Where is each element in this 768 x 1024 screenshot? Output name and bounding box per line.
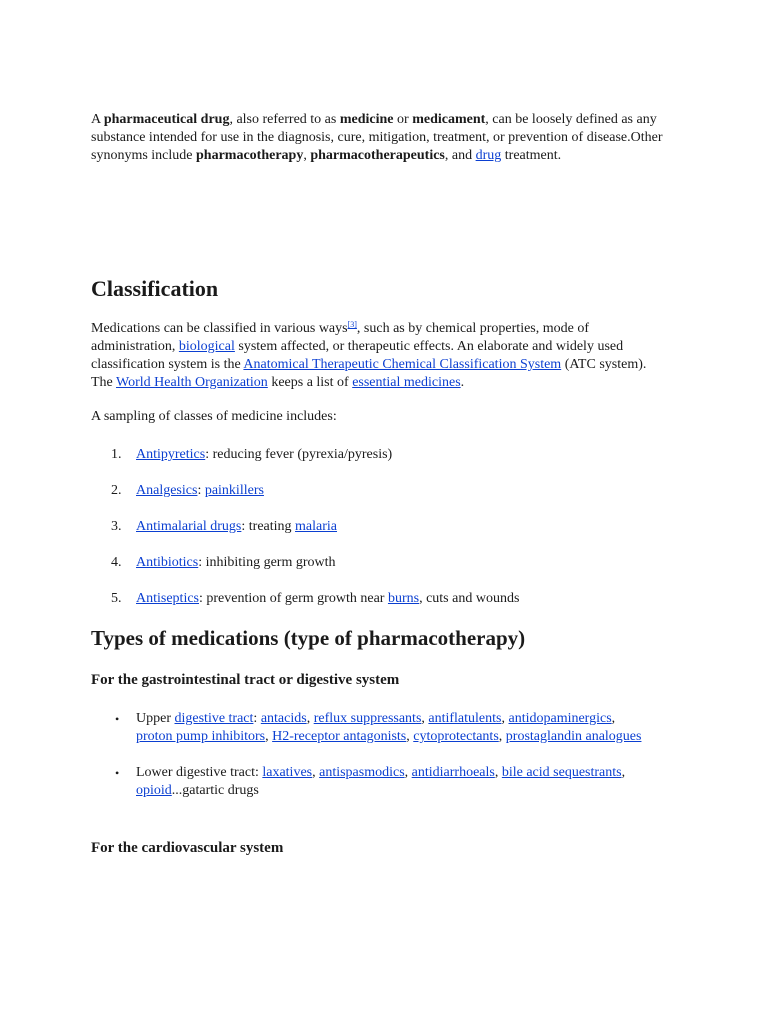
list-item-text: : <box>197 483 205 498</box>
term-medicine: medicine <box>339 112 394 127</box>
intro-text: treatment. <box>501 148 562 163</box>
separator: , <box>611 711 616 726</box>
list-item-text: ...gatartic drugs <box>171 783 259 798</box>
link-antibiotics[interactable]: Antibiotics <box>136 555 199 570</box>
link-antiflatulents[interactable]: antiflatulents <box>428 711 502 726</box>
term-medicament: medicament <box>412 112 486 127</box>
list-item-text: : reducing fever (pyrexia/pyresis) <box>205 447 393 462</box>
classification-text: , such as by chemical properties, mode of administration, <box>91 321 590 354</box>
link-atc-system[interactable]: Anatomical Therapeutic Chemical Classification System <box>243 357 562 372</box>
separator: , <box>421 711 429 726</box>
separator: , <box>494 765 502 780</box>
list-number: 2. <box>111 483 122 498</box>
link-cytoprotectants[interactable]: cytoprotectants <box>413 729 499 744</box>
intro-text: , also referred to as <box>229 112 340 127</box>
link-drug[interactable]: drug <box>475 148 502 163</box>
list-item <box>91 446 691 464</box>
link-h2-receptor-antagonists[interactable]: H2-receptor antagonists <box>272 729 407 744</box>
link-bile-acid-sequestrants[interactable]: bile acid sequestrants <box>501 765 622 780</box>
list-number: 4. <box>111 555 122 570</box>
list-item-text: : treating <box>241 519 296 534</box>
link-painkillers[interactable]: painkillers <box>204 483 264 498</box>
list-item-text: Lower digestive tract: <box>136 765 263 780</box>
classification-text: Medications can be classified in various ways <box>91 321 348 336</box>
classification-paragraph <box>91 320 671 392</box>
list-item <box>91 482 691 500</box>
list-item-text: , cuts and wounds <box>419 591 520 606</box>
link-antidiarrhoeals[interactable]: antidiarrhoeals <box>411 765 495 780</box>
separator: , <box>265 729 273 744</box>
term-pharmacotherapeutics: pharmacotherapeutics <box>310 148 445 163</box>
intro-text: , and <box>444 148 476 163</box>
intro-text: or <box>393 112 413 127</box>
link-digestive-tract[interactable]: digestive tract <box>174 711 254 726</box>
list-number: 3. <box>111 519 122 534</box>
link-proton-pump-inhibitors[interactable]: proton pump inhibitors <box>136 729 266 744</box>
link-reflux-suppressants[interactable]: reflux suppressants <box>313 711 422 726</box>
separator: , <box>312 765 320 780</box>
classification-text: system affected, or therapeutic effects. An elaborate and widely used classification system is the <box>91 339 624 372</box>
list-item-text: Upper <box>136 711 175 726</box>
bullet-icon: • <box>115 712 120 726</box>
list-item-text: : <box>253 711 261 726</box>
link-antacids[interactable]: antacids <box>260 711 307 726</box>
list-item-text: : prevention of germ growth near <box>199 591 388 606</box>
sampling-paragraph: A sampling of classes of medicine includes: <box>91 409 337 424</box>
separator: , <box>306 711 314 726</box>
list-item <box>91 518 691 536</box>
link-burns[interactable]: burns <box>387 591 420 606</box>
reference-link[interactable]: [3] <box>347 320 357 329</box>
list-item <box>91 710 651 746</box>
separator: , <box>406 729 414 744</box>
link-prostaglandin-analogues[interactable]: prostaglandin analogues <box>505 729 642 744</box>
heading-classification: Classification <box>91 276 219 301</box>
list-number: 5. <box>111 591 122 606</box>
separator: , <box>404 765 412 780</box>
link-antipyretics[interactable]: Antipyretics <box>136 447 206 462</box>
classification-text: keeps a list of <box>267 375 353 390</box>
link-biological[interactable]: biological <box>178 339 235 354</box>
separator: , <box>621 765 626 780</box>
classification-text: (ATC system). The <box>91 357 647 390</box>
separator: , <box>501 711 509 726</box>
link-opioid[interactable]: opioid <box>136 783 172 798</box>
term-pharmaceutical-drug: pharmaceutical drug <box>103 112 230 127</box>
medicine-classes-list <box>91 446 691 626</box>
separator: , <box>498 729 506 744</box>
list-item-text: : inhibiting germ growth <box>198 555 336 570</box>
heading-cardiovascular: For the cardiovascular system <box>91 840 284 856</box>
classification-text: . <box>460 375 465 390</box>
link-antidopaminergics[interactable]: antidopaminergics <box>508 711 612 726</box>
link-laxatives[interactable]: laxatives <box>262 765 313 780</box>
list-item <box>91 554 691 572</box>
link-antispasmodics[interactable]: antispasmodics <box>319 765 405 780</box>
link-essential-medicines[interactable]: essential medicines <box>352 375 461 390</box>
list-number: 1. <box>111 447 122 462</box>
intro-text: , <box>303 148 311 163</box>
term-pharmacotherapy: pharmacotherapy <box>196 148 304 163</box>
link-malaria[interactable]: malaria <box>295 519 338 534</box>
list-item <box>91 590 691 608</box>
bullet-icon: • <box>115 766 120 780</box>
link-antiseptics[interactable]: Antiseptics <box>136 591 199 606</box>
link-antimalarial-drugs[interactable]: Antimalarial drugs <box>136 519 242 534</box>
heading-types-of-medications: Types of medications (type of pharmacotherapy) <box>91 626 526 650</box>
intro-paragraph <box>91 111 681 165</box>
link-who[interactable]: World Health Organization <box>116 375 268 390</box>
link-analgesics[interactable]: Analgesics <box>136 483 198 498</box>
intro-text: , can be loosely defined as any substance intended for use in the diagnosis, cure, mitigation, treatment, or prevention of disease.Other synonyms include <box>91 112 663 163</box>
gi-medications-list <box>91 710 651 800</box>
list-item <box>91 764 651 800</box>
intro-text: A <box>91 112 104 127</box>
heading-gastrointestinal: For the gastrointestinal tract or digestive system <box>91 672 400 688</box>
